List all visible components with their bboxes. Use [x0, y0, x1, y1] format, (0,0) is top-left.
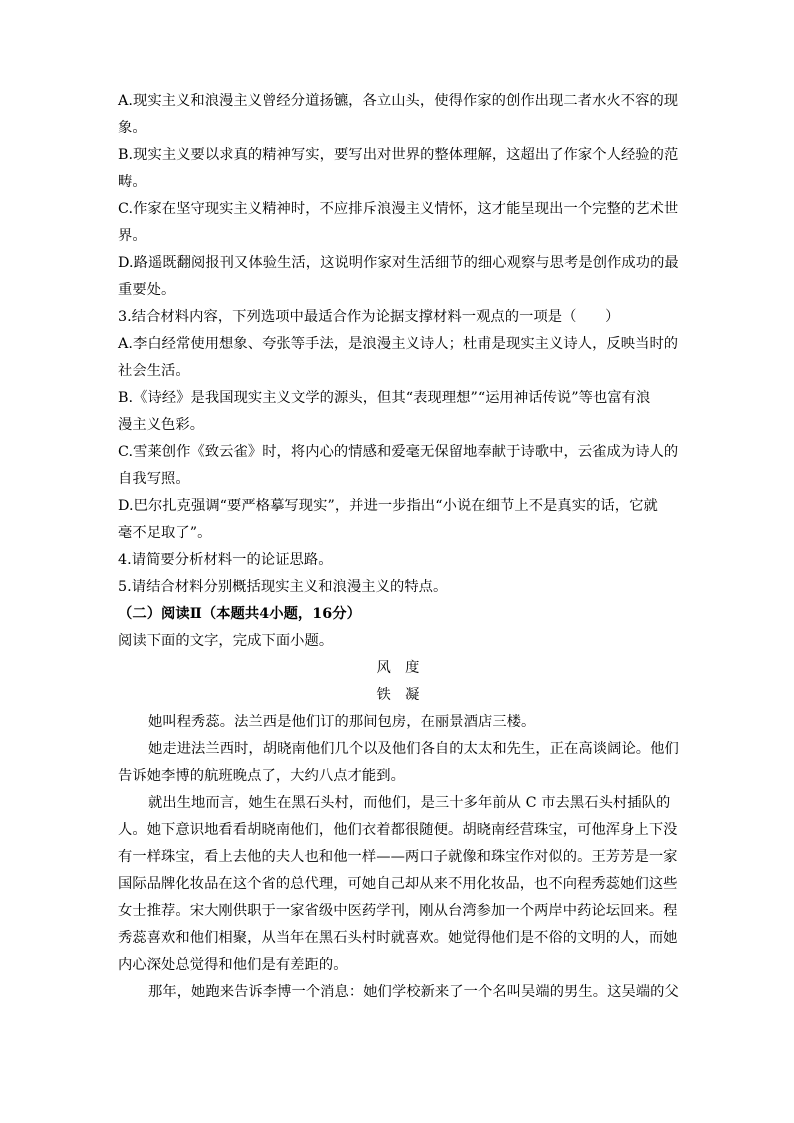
- text-line: 重要处。: [118, 282, 176, 298]
- text-line: D.路遥既翻阅报刊又体验生活，这说明作家对生活细节的细心观察与思考是创作成功的最: [118, 255, 679, 271]
- text-line: 毫不足取了”。: [118, 525, 212, 541]
- option-c: C.雪莱创作《致云雀》时，将内心的情感和爱毫无保留地奉献于诗歌中，云雀成为诗人的: [118, 444, 679, 460]
- article-author: 铁 凝: [376, 687, 420, 703]
- paragraph-line: 人。她下意识地看看胡晓南他们，他们衣着都很随便。胡晓南经营珠宝，可他浑身上下没: [118, 822, 678, 838]
- paragraph-line: 女士推荐。宋大刚供职于一家省级中医药学刊，刚从台湾参加一个两岸中药论坛回来。程: [118, 903, 678, 919]
- paragraph-line: 她叫程秀蕊。法兰西是他们订的那间包房，在丽景酒店三楼。: [148, 714, 536, 730]
- paragraph-line: 那年，她跑来告诉李博一个消息：她们学校新来了一个名叫吴端的男生。这吴端的父: [148, 984, 679, 1000]
- paragraph-line: 就出生地而言，她生在黑石头村，而他们，是三十多年前从 C 市去黑石头村插队的: [148, 795, 671, 811]
- option-d: D.巴尔扎克强调“要严格摹写现实”，并进一步指出“小说在细节上不是真实的话，它就: [118, 498, 658, 514]
- option-a: A.李白经常使用想象、夸张等手法，是浪漫主义诗人；杜甫是现实主义诗人，反映当时的: [118, 336, 679, 352]
- text-line: B.现实主义要以求真的精神写实，要写出对世界的整体理解，这超出了作家个人经验的范: [118, 147, 679, 163]
- text-line: 自我写照。: [118, 471, 190, 487]
- text-line: C.作家在坚守现实主义精神时，不应排斥浪漫主义情怀，这才能呈现出一个完整的艺术世: [118, 201, 679, 217]
- paragraph-line: 内心深处总觉得和他们是有差距的。: [118, 957, 348, 973]
- paragraph-line: 秀蕊喜欢和他们相聚，从当年在黑石头村时就喜欢。她觉得他们是不俗的文明的人，而她: [118, 930, 678, 946]
- article-title: 风 度: [376, 660, 420, 676]
- paragraph-line: 有一样珠宝，看上去他的夫人也和他一样——两口子就像和珠宝作对似的。王芳芳是一家: [118, 849, 678, 865]
- document-page: [118, 88, 678, 1006]
- question-5: 5.请结合材料分别概括现实主义和浪漫主义的特点。: [118, 579, 448, 595]
- text-line: 漫主义色彩。: [118, 417, 205, 433]
- paragraph-line: 告诉她李博的航班晚点了，大约八点才能到。: [118, 768, 405, 784]
- text-line: 畴。: [118, 174, 147, 190]
- paragraph-line: 她走进法兰西时，胡晓南他们几个以及他们各自的太太和先生，正在高谈阔论。他们: [148, 741, 679, 757]
- instruction: 阅读下面的文字，完成下面小题。: [118, 633, 334, 649]
- question-4: 4.请简要分析材料一的论证思路。: [118, 552, 333, 568]
- text-line: 象。: [118, 120, 147, 136]
- text-line: A.现实主义和浪漫主义曾经分道扬镳，各立山头，使得作家的创作出现二者水火不容的现: [118, 93, 679, 109]
- text-line: 社会生活。: [118, 363, 190, 379]
- section-heading: （二）阅读Ⅱ（本题共4小题，16分）: [118, 606, 361, 622]
- option-b: B.《诗经》是我国现实主义文学的源头，但其“表现理想”“运用神话传说”等也富有浪: [118, 390, 651, 406]
- question-3: 3.结合材料内容，下列选项中最适合作为论据支撑材料一观点的一项是（ ）: [118, 309, 620, 325]
- paragraph-line: 国际品牌化妆品在这个省的总代理，可她自己却从来不用化妆品，也不向程秀蕊她们这些: [118, 876, 678, 892]
- text-line: 界。: [118, 228, 147, 244]
